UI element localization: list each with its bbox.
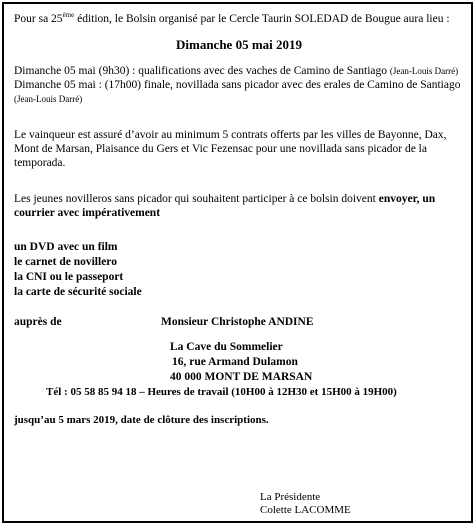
required-document-item: le carnet de novillero: [14, 256, 117, 268]
intro-paragraph: [14, 12, 464, 26]
schedule-line-final: [14, 78, 464, 106]
address-line-street: 16, rue Armand Dulamon: [172, 356, 298, 368]
address-line-city: 40 000 MONT DE MARSAN: [170, 371, 313, 383]
signature-title: La Présidente: [260, 491, 321, 503]
address-line-phone-hours: Tél : 05 58 85 94 18 – Heures de travail (10H00 à 12H30 et 15H00 à 19H00): [46, 386, 397, 398]
schedule-block: [14, 64, 464, 106]
recipient-name: Monsieur Christophe ANDINE: [161, 316, 314, 328]
event-date-title: Dimanche 05 mai 2019: [175, 37, 303, 52]
registration-deadline: jusqu’au 5 mars 2019, date de clôture des inscriptions.: [14, 414, 269, 426]
winner-paragraph: Le vainqueur est assuré d’avoir au minimum 5 contrats offerts par les villes de Bayonne, Dax, Mont de Marsan, Plaisance du Gers et Vic Fezensac pour une novillada sans picador de la temporada.: [14, 129, 447, 169]
recipient-row: [14, 315, 464, 330]
intro-text-end: édition, le Bolsin organisé par le Cercle Taurin SOLEDAD de Bougue aura lieu :: [74, 13, 450, 25]
recipient-label: auprès de: [14, 316, 62, 328]
schedule-line-qualifications-text: Dimanche 05 mai (9h30) : qualifications avec des vaches de Camino de Santiago: [14, 65, 390, 77]
mailing-address: [14, 340, 464, 400]
required-documents-list: [14, 240, 464, 300]
candidates-text: Les jeunes novilleros sans picador qui souhaitent participer à ce bolsin doivent: [14, 193, 379, 205]
signature-name: Colette LACOMME: [260, 504, 351, 516]
required-document-item: un DVD avec un film: [14, 241, 118, 253]
intro-text-start: Pour sa 25: [14, 13, 63, 25]
required-document-item: la CNI ou le passeport: [14, 271, 124, 283]
schedule-line-final-text: Dimanche 05 mai : (17h00) finale, novillada sans picador avec des erales de Camino de Santiago: [14, 79, 461, 91]
candidates-text-bold: envoyer, un courrier avec impérativement: [14, 193, 436, 219]
document-body: [14, 12, 464, 427]
required-document-item: la carte de sécurité sociale: [14, 286, 142, 298]
schedule-line-qualifications: [14, 64, 464, 78]
candidates-paragraph: [14, 192, 464, 220]
schedule-line-qualifications-breeder: (Jean-Louis Darré): [389, 66, 459, 76]
signature-block: [260, 491, 351, 517]
schedule-line-final-breeder: (Jean-Louis Darré): [14, 94, 83, 104]
intro-superscript: ème: [62, 11, 75, 20]
address-line-business: La Cave du Sommelier: [170, 341, 283, 353]
